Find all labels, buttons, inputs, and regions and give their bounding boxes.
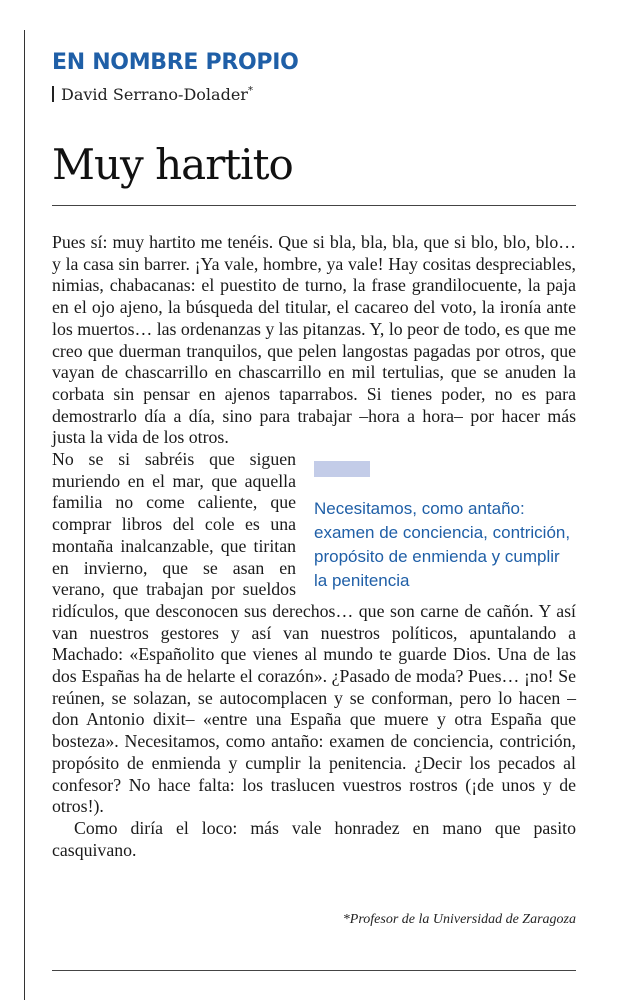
author-mark: * <box>247 85 253 97</box>
paragraph: No se si sabréis que siguen muriendo en el mar, que aquella familia no come caliente, que comprar libros del cole es una montaña inalcanzable, que tiritan en invierno, que se asan en verano, que trabajan por sueldos ridículos, que desconocen sus derechos… que son carne de cañón. Y así van nuestros gestores y así van nuestros políticos, apuntalando a Machado: «Españolito que vienes al mundo te guarde Dios. Una de las dos Españas ha de helarte el corazón». ¿Pasado de moda? Pues… ¡no! Se reúnen, se solazan, se autocomplacen y se conforman, pero lo hacen –don Antonio dixit– «entre una España que muere y otra España que bosteza». Necesitamos, como antaño: examen de conciencia, contrición, propósito de enmienda y cumplir la penitencia. ¿Decir los pecados al confesor? No hace falta: los traslucen vuestros rostros (¡de unos y de otros!). <box>52 449 576 817</box>
author-bar <box>52 86 54 102</box>
section-heading: EN NOMBRE PROPIO <box>52 50 299 75</box>
title-divider <box>52 205 576 206</box>
author-name: David Serrano-Dolader <box>61 85 248 104</box>
author-footnote: *Profesor de la Universidad de Zaragoza <box>342 912 576 927</box>
paragraph: Como diría el loco: más vale honradez en mano que pasito casquivano. <box>52 817 576 860</box>
pull-quote-text: Necesitamos, como antaño: examen de conciencia, contrición, propósito de enmienda y cumplir la penitencia <box>314 499 571 591</box>
author-line <box>52 85 253 104</box>
pull-quote-bar <box>314 461 370 477</box>
left-margin-rule <box>24 30 25 1000</box>
article-title: Muy hartito <box>52 140 293 189</box>
article-body <box>52 232 576 861</box>
bottom-divider <box>52 970 576 971</box>
pull-quote <box>314 461 576 593</box>
paragraph: Pues sí: muy hartito me tenéis. Que si bla, bla, bla, que si blo, blo, blo… y la casa sin barrer. ¡Ya vale, hombre, ya vale! Hay cositas despreciables, nimias, chabacanas: el puestito de turno, la frase grandilocuente, la paja en el ojo ajeno, la búsqueda del titular, el cacareo del voto, la ironía ante los muertos… las ordenanzas y las pitanzas. Y, lo peor de todo, es que me creo que duerman tranquilos, que pelen langostas pagadas por otros, que vayan de chascarrillo en chascarrillo en mil tertulias, que se anuden la corbata sin pensar en ajenos taparrabos. Si tienes poder, no es para demostrarlo día a día, sino para trabajar –hora a hora– por hacer más justa la vida de los otros. <box>52 232 576 448</box>
